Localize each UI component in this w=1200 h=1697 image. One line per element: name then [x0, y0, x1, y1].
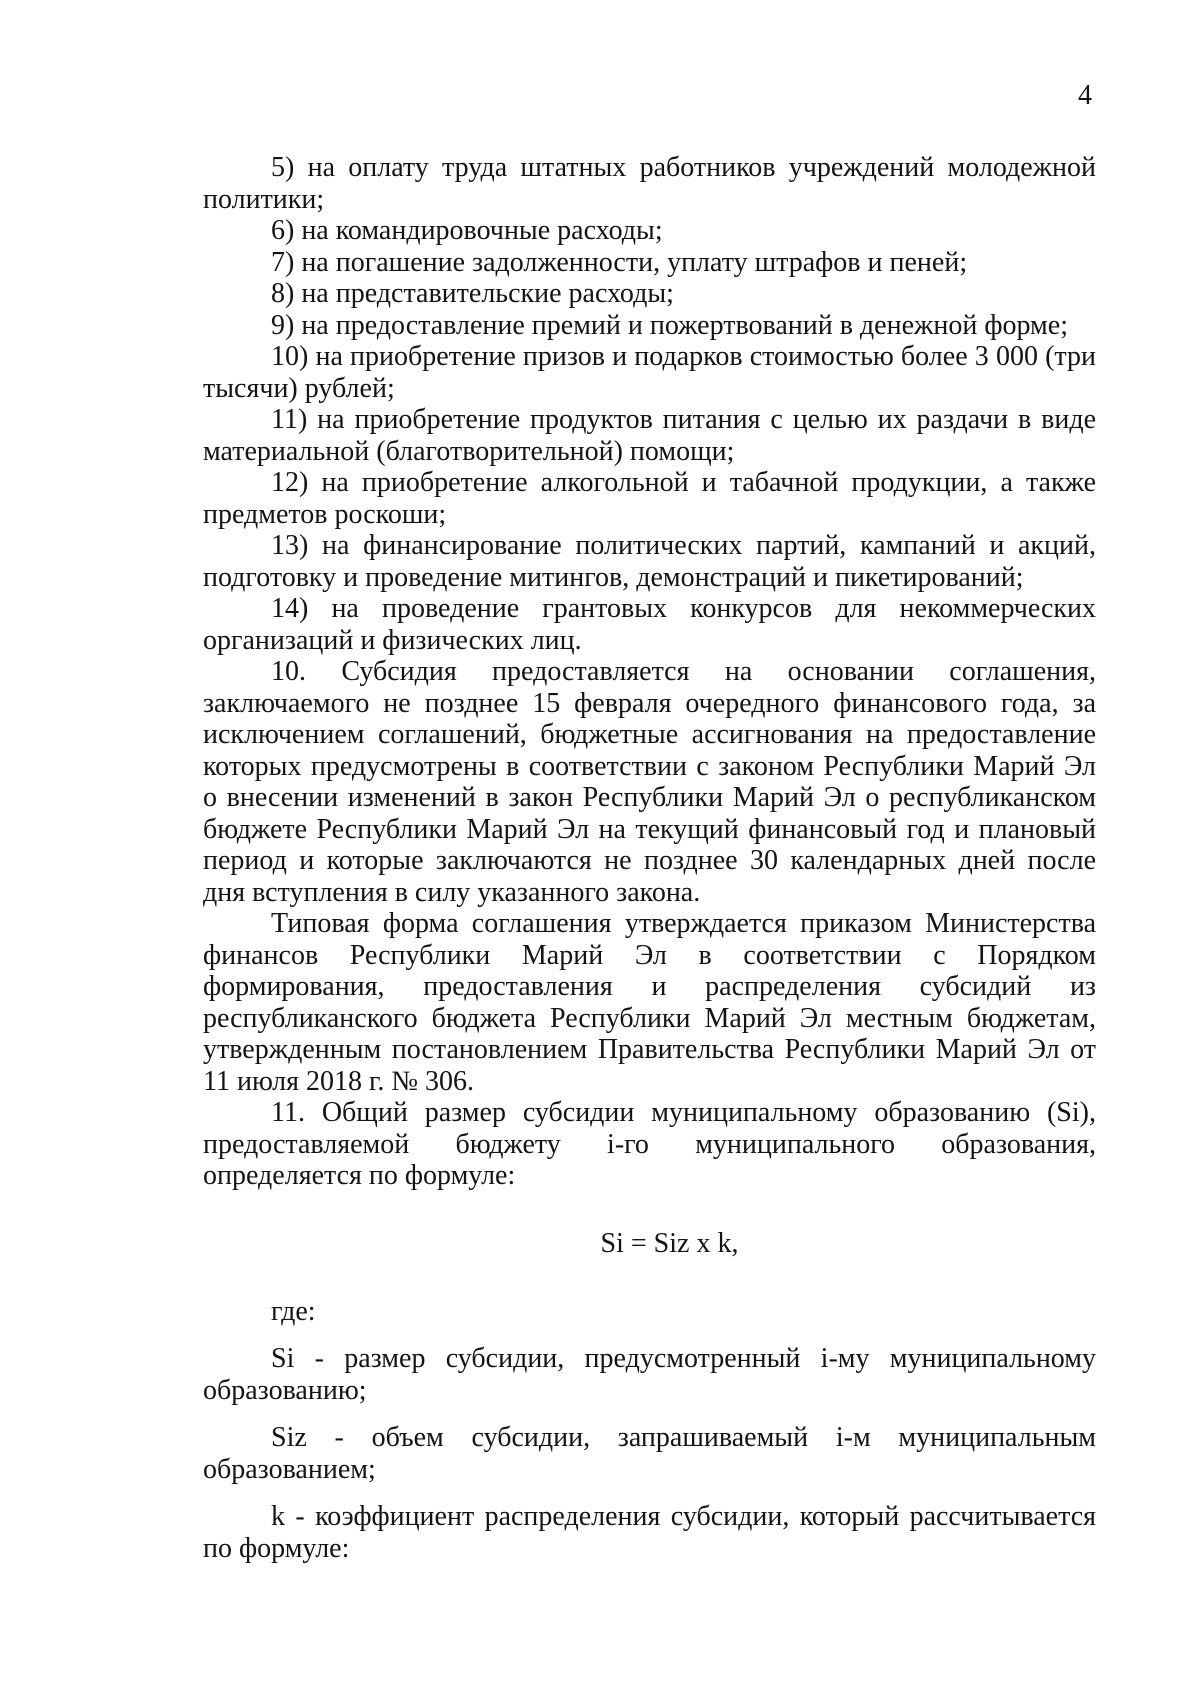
clause-11: 11. Общий размер субсидии муниципальному образованию (Si), предоставляемой бюджету i-го муниципального образования, определяется по формуле: — [203, 1097, 1096, 1191]
definition-si: Si - размер субсидии, предусмотренный i-му муниципальному образованию; — [203, 1343, 1096, 1406]
list-item-7: 7) на погашение задолженности, уплату штрафов и пеней; — [271, 246, 968, 278]
page-number: 4 — [1078, 80, 1092, 111]
spacer — [203, 1406, 1096, 1422]
where-label: где: — [271, 1295, 316, 1327]
list-item-11: 11) на приобретение продуктов питания с целью их раздачи в виде материальной (благотворительной) помощи; — [203, 404, 1096, 467]
definition-siz: Siz - объем субсидии, запрашиваемый i-м муниципальным образованием; — [203, 1422, 1096, 1485]
list-item-12: 12) на приобретение алкогольной и табачной продукции, а также предметов роскоши; — [203, 467, 1096, 530]
spacer — [203, 1327, 1096, 1343]
list-item-8: 8) на представительские расходы; — [271, 278, 674, 309]
list-item-14: 14) на проведение грантовых конкурсов для некоммерческих организаций и физических лиц. — [203, 593, 1096, 656]
clause-10-agreement-form: Типовая форма соглашения утверждается приказом Министерства финансов Республики Марий Эл в соответствии с Порядком формирования, предоставления и распределения субсидий из республиканского бюджета Республики Марий Эл местным бюджетам, утвержденным постановлением Правительства Республики Марий Эл от 11 июля 2018 г. № 306. — [203, 908, 1096, 1097]
list-item-13: 13) на финансирование политических партий, кампаний и акций, подготовку и проведение митингов, демонстраций и пикетирований; — [203, 530, 1096, 593]
clause-10: 10. Субсидия предоставляется на основании соглашения, заключаемого не позднее 15 февраля очередного финансового года, за исключением соглашений, бюджетные ассигнования на предоставление которых предусмотрены в соответствии с законом Республики Марий Эл о внесении изменений в закон Республики Марий Эл о республиканском бюджете Республики Марий Эл на текущий финансовый год и плановый период и которые заключаются не позднее 30 календарных дней после дня вступления в силу указанного закона. — [203, 656, 1096, 908]
list-item-6: 6) на командировочные расходы; — [271, 215, 663, 246]
document-body — [203, 152, 1096, 1564]
spacer — [203, 1485, 1096, 1501]
list-item-9: 9) на предоставление премий и пожертвований в денежной форме; — [271, 309, 1068, 341]
list-item-5: 5) на оплату труда штатных работников учреждений молодежной политики; — [203, 152, 1096, 215]
definition-k: k - коэффициент распределения субсидии, который рассчитывается по формуле: — [203, 1501, 1096, 1564]
subsidy-formula: Si = Siz x k, — [600, 1227, 739, 1259]
list-item-10: 10) на приобретение призов и подарков стоимостью более 3 000 (три тысячи) рублей; — [203, 341, 1096, 404]
